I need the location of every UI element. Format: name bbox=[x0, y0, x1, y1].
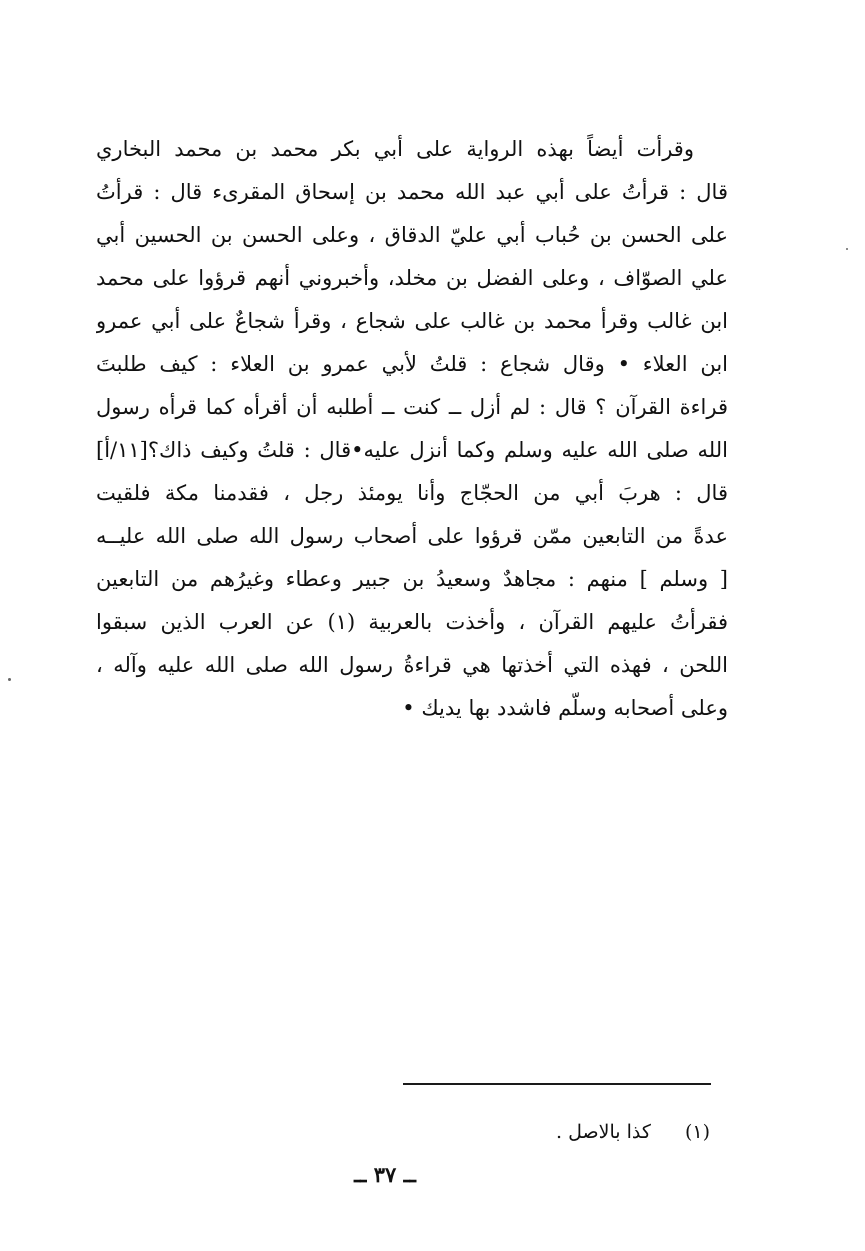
text-line-5: ابن غالب وقرأ محمد بن غالب على شجاع ، وقرأ شجاعٌ على أبي عمرو bbox=[96, 309, 728, 333]
text-line-9: قال : هربَ أبي من الحجّاج وأنا يومئذ رجل ، فقدمنا مكة فلقيت bbox=[96, 481, 728, 505]
text-line-6: ابن العلاء • وقال شجاع : قلتُ لأبي عمرو بن العلاء : كيف طلبتَ bbox=[96, 352, 728, 376]
footnote bbox=[400, 1118, 710, 1146]
text-line-2: قال : قرأتُ على أبي عبد الله محمد بن إسحاق المقرىء قال : قرأتُ bbox=[96, 180, 728, 204]
main-text-block bbox=[96, 128, 728, 730]
text-line-10: عدةً من التابعين ممّن قرؤوا على أصحاب رسول الله صلى الله عليــه bbox=[96, 524, 728, 548]
scan-speck bbox=[8, 678, 11, 681]
text-line-7: قراءة القرآن ؟ قال : لم أزل ــ كنت ــ أطلبه أن أقرأه كما قرأه رسول bbox=[96, 395, 728, 419]
text-line-3: على الحسن بن حُباب أبي عليّ الدقاق ، وعلى الحسن بن الحسين أبي bbox=[96, 223, 728, 247]
text-line-14: وعلى أصحابه وسلّم فاشدد بها يديك • bbox=[402, 696, 728, 720]
text-line-1: وقرأت أيضاً بهذه الرواية على أبي بكر محمد بن محمد البخاري bbox=[96, 137, 694, 161]
text-line-12: فقرأتُ عليهم القرآن ، وأخذت بالعربية (١) عن العرب الذين سبقوا bbox=[96, 610, 728, 634]
footnote-text: كذا بالاصل . bbox=[556, 1121, 651, 1143]
text-line-13: اللحن ، فهذه التي أخذتها هي قراءةُ رسول الله صلى الله عليه وآله ، bbox=[96, 653, 728, 677]
footnote-divider bbox=[403, 1083, 711, 1085]
footnote-number: (١) bbox=[684, 1121, 710, 1143]
text-line-11: [ وسلم ] منهم : مجاهدٌ وسعيدُ بن جبير وعطاء وغيرُهم من التابعين bbox=[96, 567, 728, 591]
text-line-4: علي الصوّاف ، وعلى الفضل بن مخلد، وأخبروني أنهم قرؤوا على محمد bbox=[96, 266, 728, 290]
scan-speck bbox=[846, 248, 848, 250]
page-number: ــ ٣٧ ــ bbox=[354, 1162, 416, 1187]
text-line-8: الله صلى الله عليه وسلم وكما أنزل عليه•قال : قلتُ وكيف ذاك؟[١١/أ] bbox=[96, 438, 728, 462]
